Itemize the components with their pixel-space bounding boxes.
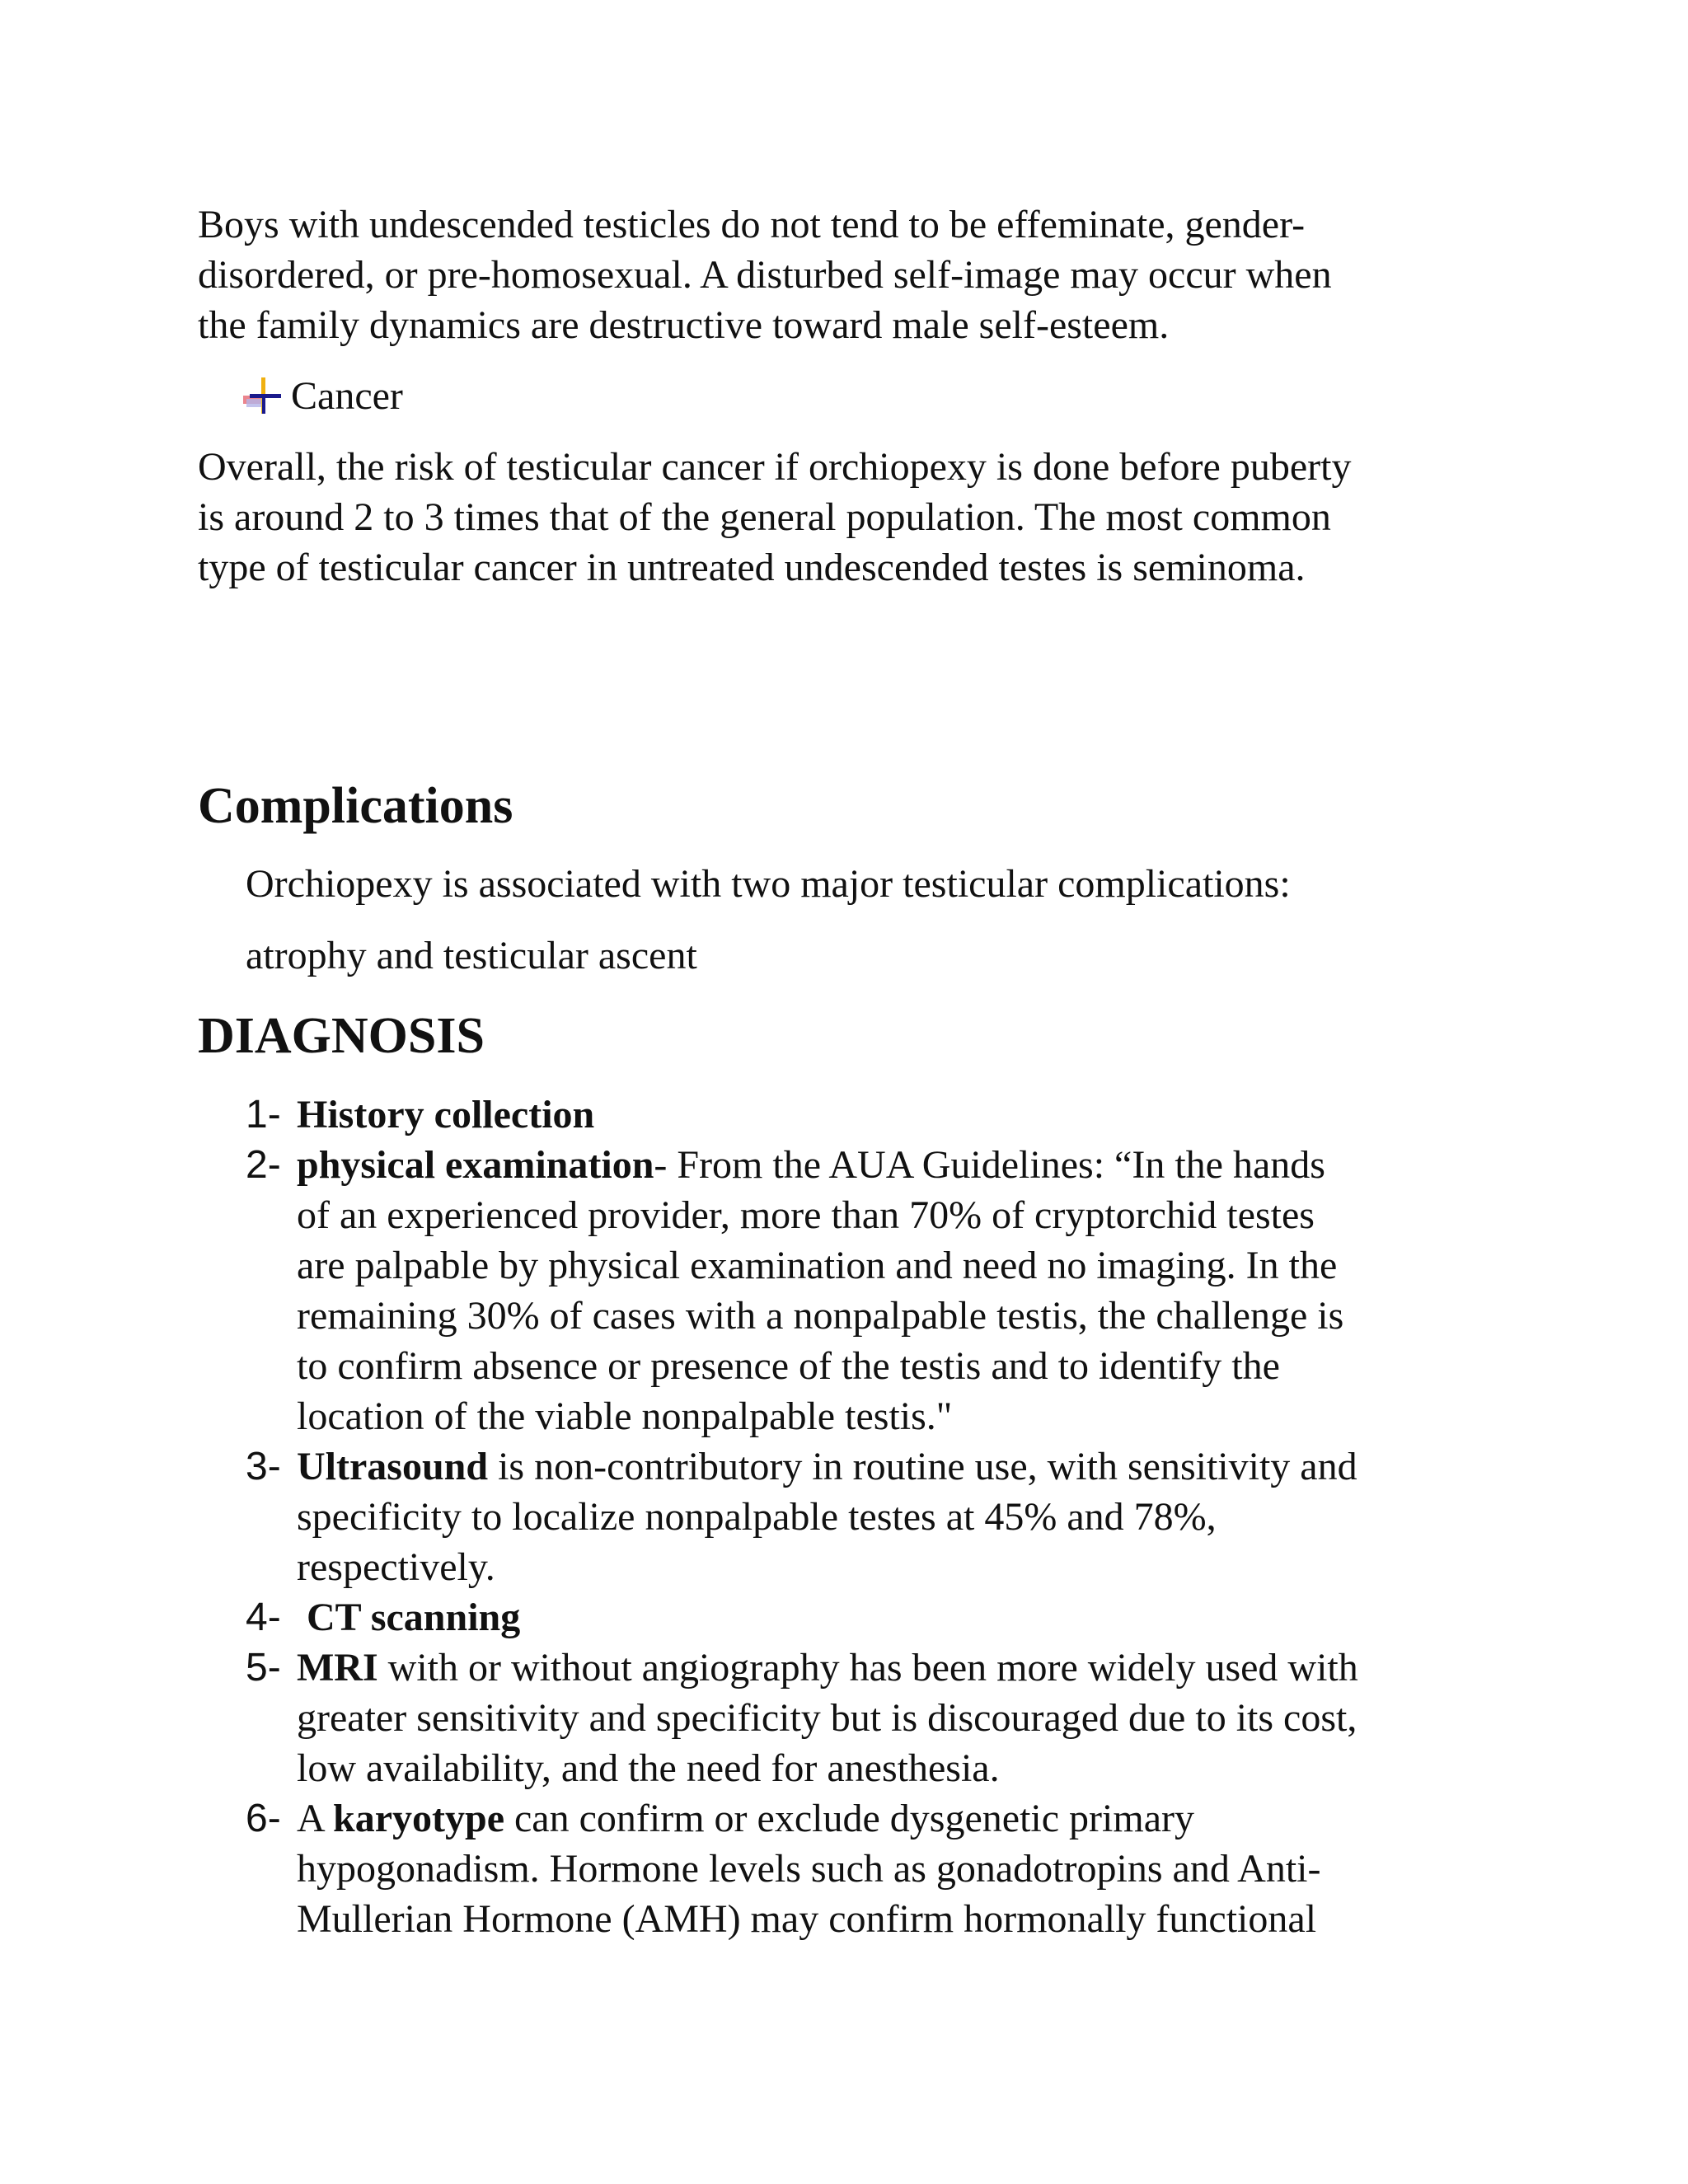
item-number: 5- — [246, 1646, 281, 1690]
item-term: History collection — [297, 1093, 595, 1137]
diagnosis-item — [246, 1090, 1531, 1140]
cancer-bullet — [243, 371, 403, 421]
item-term: physical examination — [297, 1143, 654, 1187]
complications-line: Orchiopexy is associated with two major testicular complications: — [246, 862, 1291, 906]
diagnosis-item — [246, 1592, 1531, 1643]
item-text: specificity to localize nonpalpable testes at 45% and 78%, — [297, 1495, 1217, 1539]
item-text: - From the AUA Guidelines: “In the hands — [654, 1143, 1325, 1187]
item-text: greater sensitivity and specificity but is discouraged due to its cost, — [297, 1696, 1357, 1740]
diagnosis-list — [246, 1090, 1531, 1944]
item-text: Mullerian Hormone (AMH) may confirm hormonally functional — [297, 1897, 1317, 1941]
item-text: is non-contributory in routine use, with sensitivity and — [488, 1445, 1357, 1488]
intro-line: Boys with undescended testicles do not tend to be effeminate, gender- — [198, 203, 1306, 246]
item-text: with or without angiography has been more widely used with — [377, 1646, 1358, 1690]
item-term: CT scanning — [297, 1596, 521, 1639]
intro-paragraph — [198, 199, 1332, 350]
item-text: to confirm absence or presence of the testis and to identify the — [297, 1344, 1280, 1388]
item-text: low availability, and the need for anesthesia. — [297, 1746, 1000, 1790]
item-text: A — [297, 1797, 334, 1840]
item-number: 1- — [246, 1093, 281, 1137]
cancer-label: Cancer — [291, 374, 403, 418]
plus-arrow-bullet-icon — [243, 376, 284, 417]
cancer-line: is around 2 to 3 times that of the general population. The most common — [198, 495, 1331, 539]
item-text: are palpable by physical examination and need no imaging. In the — [297, 1244, 1338, 1287]
item-number: 4- — [246, 1596, 281, 1639]
complications-line: atrophy and testicular ascent — [246, 934, 697, 977]
item-number: 6- — [246, 1797, 281, 1840]
item-text: location of the viable nonpalpable testis." — [297, 1394, 953, 1438]
item-number: 2- — [246, 1143, 281, 1187]
item-text: remaining 30% of cases with a nonpalpable testis, the challenge is — [297, 1294, 1344, 1338]
item-term: karyotype — [333, 1797, 504, 1840]
intro-line: the family dynamics are destructive toward male self-esteem. — [198, 303, 1170, 347]
intro-line: disordered, or pre-homosexual. A disturbed self-image may occur when — [198, 253, 1332, 297]
cancer-line: type of testicular cancer in untreated undescended testes is seminoma. — [198, 546, 1306, 589]
complications-heading: Complications — [198, 778, 513, 834]
cancer-line: Overall, the risk of testicular cancer if orchiopexy is done before puberty — [198, 445, 1352, 489]
diagnosis-item — [246, 1441, 1531, 1592]
cancer-paragraph — [198, 442, 1351, 593]
item-text: of an experienced provider, more than 70% of cryptorchid testes — [297, 1193, 1315, 1237]
item-text: can confirm or exclude dysgenetic primary — [504, 1797, 1194, 1840]
diagnosis-item — [246, 1793, 1531, 1944]
diagnosis-item — [246, 1140, 1531, 1441]
item-number: 3- — [246, 1445, 281, 1488]
item-text: respectively. — [297, 1545, 495, 1589]
diagnosis-heading: DIAGNOSIS — [198, 1008, 485, 1064]
item-term: MRI — [297, 1646, 378, 1690]
item-text: hypogonadism. Hormone levels such as gonadotropins and Anti- — [297, 1847, 1321, 1891]
diagnosis-item — [246, 1643, 1531, 1793]
item-term: Ultrasound — [297, 1445, 489, 1488]
